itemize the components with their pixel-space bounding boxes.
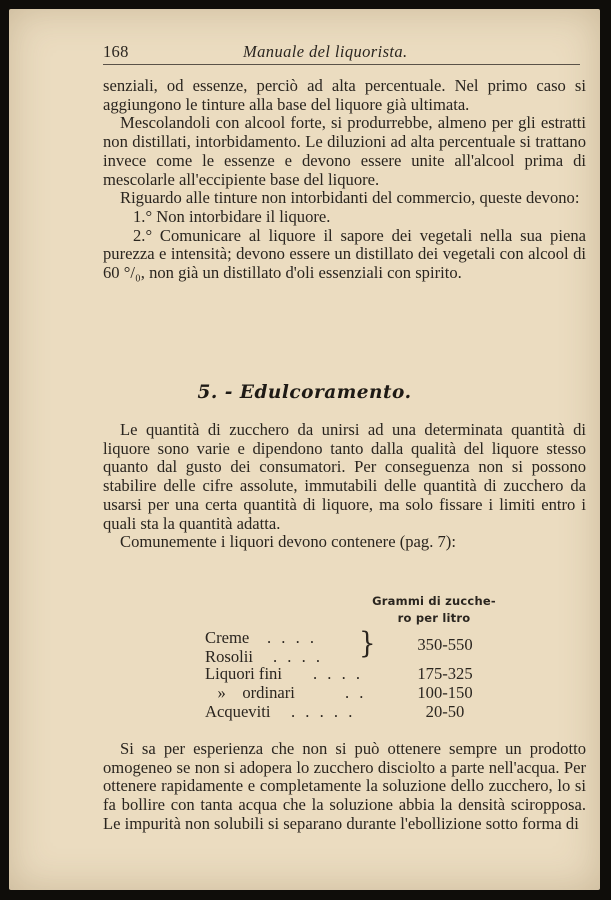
row-dots: . . . . . xyxy=(291,702,356,721)
section-title: 5. - Edulcoramento. xyxy=(197,382,412,403)
row-dots: . . . . xyxy=(267,628,318,647)
sugar-table-header-line: Grammi di zucche- xyxy=(372,594,496,608)
list-item: 1.° Non intorbidare il liquore. xyxy=(133,206,331,226)
page-header xyxy=(103,40,580,65)
row-name: Creme xyxy=(205,628,250,647)
paragraph: Riguardo alle tinture non intorbidanti del commercio, queste devono: xyxy=(120,188,580,208)
row-value: 100-150 xyxy=(417,683,473,702)
running-title: Manuale del liquorista. xyxy=(243,42,408,61)
paragraph: Comunemente i liquori devono contenere (pag. 7): xyxy=(120,532,456,552)
paragraph: senziali, od essenze, perciò ad alta percentuale. Nel primo caso si aggiungono le tinture alla base del liquore già ultimata. xyxy=(103,76,586,114)
text-block-top xyxy=(103,77,586,283)
row-value: 20-50 xyxy=(425,702,465,721)
row-value: 350-550 xyxy=(417,635,473,654)
book-page xyxy=(9,9,600,890)
sugar-table-header-line: ro per litro xyxy=(397,611,471,625)
row-name: Liquori fini xyxy=(205,664,282,683)
text-block-bottom xyxy=(103,740,586,834)
grouped-value-row xyxy=(205,635,505,654)
page-number: 168 xyxy=(103,42,129,61)
paragraph: Si sa per esperienza che non si può ottenere sempre un prodotto omogeneo se non si adopera lo zucchero disciolto a parte nell'acqua. Per ottenere rapidamente e completamente la soluzione dello zucchero, lo si fa bollire con tanta acqua che la soluzione abbia la densità sciropposa. Le impurità non solubili si separano durante l'ebollizione sotto forma di xyxy=(103,739,586,833)
table-row xyxy=(205,702,505,721)
paragraph: Mescolandoli con alcool forte, si produrrebbe, almeno per gli estratti non distillati, intorbidamento. Le diluzioni ad alta percentuale si trattano invece come le essenze e devono essere unite all'alcool prima di mescolarle all'eccipiente base del liquore. xyxy=(103,113,586,189)
paragraph: Le quantità di zucchero da unirsi ad una determinata quantità di liquore sono varie e dipendono tanto dalla qualità del liquore stesso quanto dal gusto dei consumatori. Per conseguenza non si possono stabilire delle cifre assolute, immutabili delle quantità di zucchero da usarsi per una certa quantità di liquore, ma solo fissare i limiti entro i quali sta la quantità adatta. xyxy=(103,420,586,533)
text-block-mid xyxy=(103,421,586,552)
brace-symbol: } xyxy=(359,627,376,661)
row-name: Acqueviti xyxy=(205,702,271,721)
row-dots: . . . . xyxy=(313,664,364,683)
row-dots: . . xyxy=(345,683,367,702)
row-value: 175-325 xyxy=(417,664,473,683)
table-row xyxy=(205,664,505,683)
table-row xyxy=(205,683,505,702)
row-dots: . . . . xyxy=(273,647,324,666)
list-item: 2.° Comunicare al liquore il sapore dei vegetali nella sua piena purezza e intensità; devono essere un distillato dei vegetali con alcool di 60 °/₀, non già un distillato d'oli essenziali con spirito. xyxy=(103,225,586,283)
row-name: Rosolii xyxy=(205,647,253,666)
sugar-table-header xyxy=(364,593,504,627)
row-name: » ordinari xyxy=(205,683,295,702)
